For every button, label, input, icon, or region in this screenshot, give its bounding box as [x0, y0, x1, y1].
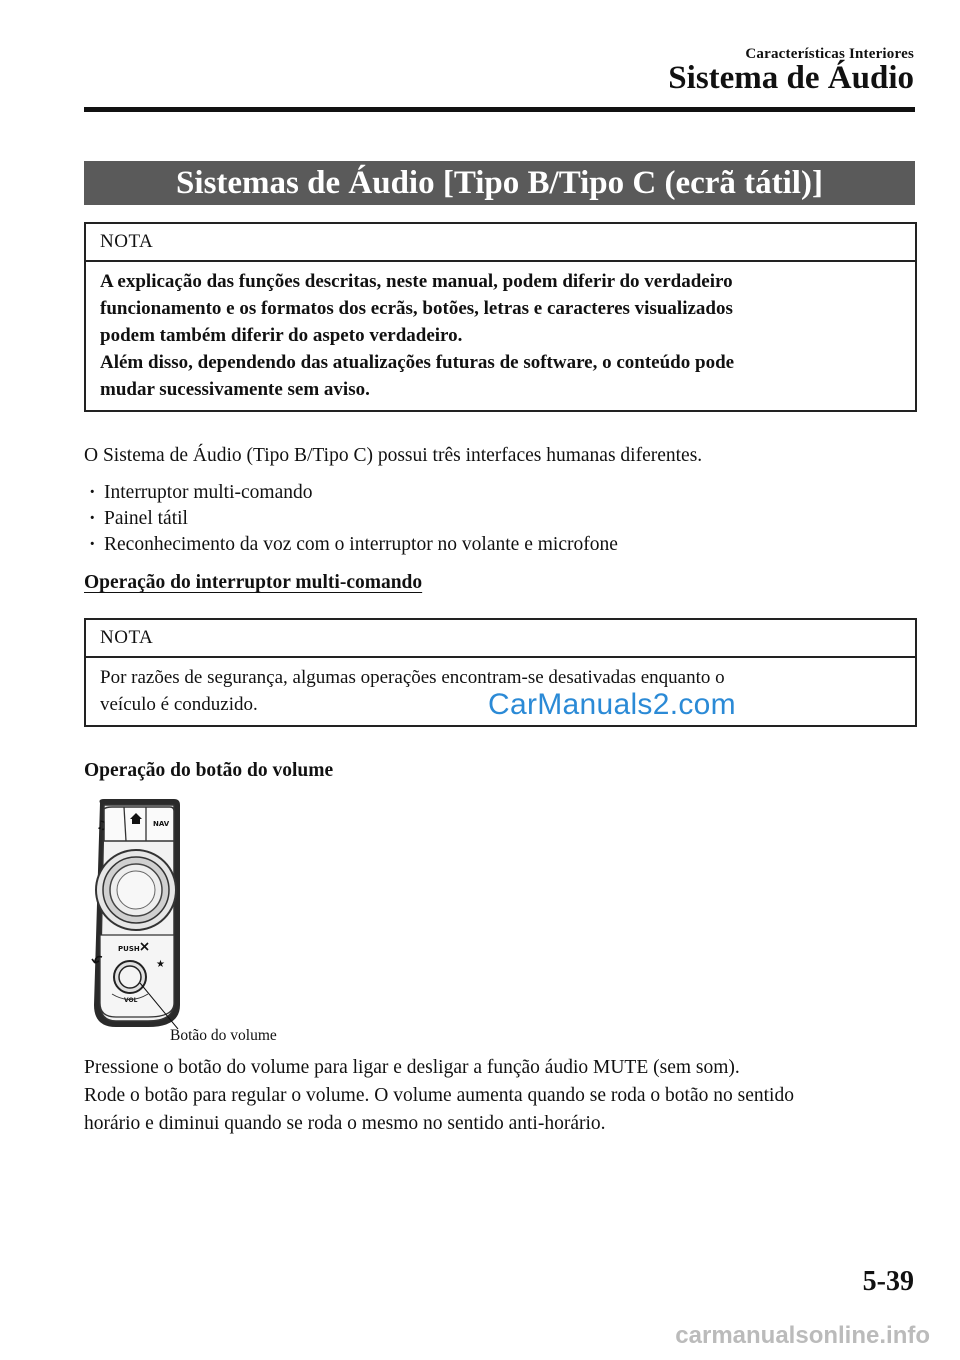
volume-knob-callout: Botão do volume: [170, 1027, 277, 1044]
body-line: Pressione o botão do volume para ligar e desligar a função áudio MUTE (sem som).: [84, 1057, 740, 1078]
note-line: mudar sucessivamente sem aviso.: [100, 379, 370, 400]
note-title: NOTA: [86, 620, 915, 658]
page-number: 5-39: [862, 1266, 914, 1297]
nav-label: NAV: [153, 820, 170, 828]
music-icon: ♫: [96, 818, 107, 832]
header-rule: [84, 107, 915, 112]
watermark: CarManuals2.com: [488, 688, 736, 721]
note-line: A explicação das funções descritas, neste manual, podem diferir do verdadeiro: [100, 271, 733, 292]
vol-label: VOL: [124, 997, 138, 1004]
note-line: Além disso, dependendo das atualizações futuras de software, o conteúdo pode: [100, 352, 735, 373]
push-label: PUSH: [118, 945, 140, 953]
note-body: [86, 262, 915, 410]
note-line: veículo é conduzido.: [100, 694, 258, 715]
list-item: · Interruptor multi-comando: [89, 480, 618, 506]
note-line: Por razões de segurança, algumas operações encontram-se desativadas enquanto o: [100, 667, 725, 688]
list-item: · Reconhecimento da voz com o interruptor no volante e microfone: [89, 532, 618, 558]
list-item: · Painel tátil: [89, 506, 618, 532]
note-line: funcionamento e os formatos dos ecrãs, botões, letras e caracteres visualizados: [100, 298, 733, 319]
note-line: podem também diferir do aspeto verdadeiro.: [100, 325, 463, 346]
subheading: Operação do botão do volume: [84, 760, 334, 781]
note-box-1: [84, 222, 917, 412]
section-title: Características Interiores: [745, 46, 914, 62]
interface-list: [89, 480, 618, 558]
section-banner: Sistemas de Áudio [Tipo B/Tipo C (ecrã tátil)]: [84, 161, 915, 205]
body-line: Rode o botão para regular o volume. O volume aumenta quando se roda o botão no sentido: [84, 1085, 794, 1106]
intro-paragraph: O Sistema de Áudio (Tipo B/Tipo C) possui três interfaces humanas diferentes.: [84, 445, 703, 466]
note-title: NOTA: [86, 224, 915, 262]
body-line: horário e diminui quando se roda o mesmo no sentido anti-horário.: [84, 1113, 606, 1134]
chapter-title: Sistema de Áudio: [668, 60, 914, 96]
site-watermark: carmanualsonline.info: [675, 1322, 930, 1349]
commander-switch-illustration: [82, 795, 322, 1045]
favorite-icon: ★: [156, 959, 165, 970]
section-heading: Operação do interruptor multi-comando: [84, 572, 423, 593]
